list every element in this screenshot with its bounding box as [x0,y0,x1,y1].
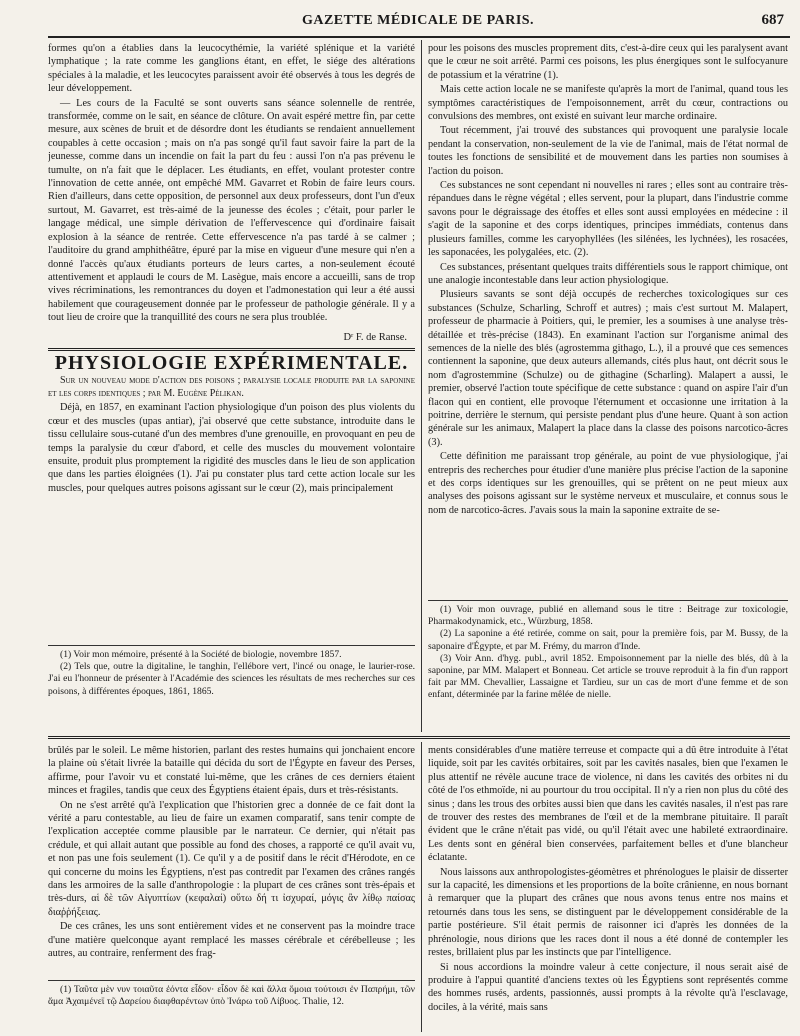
paragraph-analogie: Ces substances, présentant quelques traits différentiels sous le rapport chimique, ont une analogie incontestable dans leur action physiologique. [428,261,788,286]
page-number: 687 [761,12,784,28]
footnote-2: (2) La saponine a été retirée, comme on sait, pour la première fois, par M. Bussy, de la saponaire d'Égypte, et par M. Frémy, du marron d'Inde. [428,628,788,652]
paragraph-malapert: Plusieurs savants se sont déjà occupés de recherches toxicologiques sur ces substances (Schulze, Scharling, Schroff et autres) ; mais c'est surtout M. Malapert, professeur de pharmacie à Poitiers, qui, le premier, les a soumises à une analyse très-détaillée et très-précise (1843). En examinant l'action sur l'organisme animal des semences de la nielle des blés (agrostemma githago, L.), il a prouvé que ces semences contiennent la saponine, que deux auteurs allemands, cités plus haut, ont décrit sous le nom d'agrostemmine (Schulze) ou de githagine (Scharling). Malapert a aussi, le premier, observé l'action toute spécifique de cette substance : quand on aspire l'air d'un flacon qui en contient, elle provoque l'éternument et occasionne une irritation à la poitrine, derrière le sternum, qui persiste pendant plus d'une heure. Quant à son action générale sur les animaux, Malapert la place dans la classe des poisons narcotico-âcres (3). [428,289,788,448]
middle-double-rule [48,736,790,739]
paragraph-paralysie-locale: Tout récemment, j'ai trouvé des substances qui provoquent une paralysie locale pendant la conservation, non-seulement de la vie de l'animal, mais de l'état normal de toutes les fonctions de sensibilité et de mouvement dans les parties non soumises à l'action du poison. [428,125,788,177]
footnote-1: (1) Ταῦτα μὲν νυν τοιαῦτα ἐόντα εἶδον· εἶδον δὲ καὶ ἄλλα ὅμοια τούτοισι ἐν Παπρήμι, τῶν ἅμα Ἀχαιμένεϊ τῷ Δαρείου διαφθαρέντων ὑπὸ Ἰνάρω τοῦ Λίβυος. Thalie, 12. [48,984,415,1008]
lower-right-column [428,744,788,1032]
section-divider [48,348,415,351]
column-divider-upper [421,40,422,732]
upper-right-footnotes [428,604,788,732]
article-subtitle: Sur un nouveau mode d'action des poisons ; paralysie locale produite par la saponine et les corps identiques ; par M. Eugène Pélikan. [48,375,415,400]
author-signature: Dʳ F. de Ranse. [343,331,407,343]
paragraph-conjecture: Si nous accordions la moindre valeur à cette conjecture, il nous serait aisé de produire à l'appui quantité d'anciens textes où les Égyptiens sont représentés comme des hommes rusés, ardents, passionnés, aussi prompts à la révolte qu'à l'esclavage, dociles, à la vérité, mais sans [428,961,788,1013]
footnote-1: (1) Voir mon ouvrage, publié en allemand sous le titre : Beitrage zur toxicologie, Pharmakodynamick, etc., Würzburg, 1858. [428,604,788,628]
lower-left-column [48,744,415,976]
header-rule [48,36,790,38]
paragraph-anthropologistes: Nous laissons aux anthropologistes-géomètres et phrénologues le plaisir de disserter sur la capacité, les dimensions et les proportions de la boîte crânienne, en nous bornant à remarquer que la plupart des crânes que nous avons tenus entre nos mains et retournés dans tous les sens, se distinguent par le développement considérable de la partie postérieure. S'il était permis de raisonner ici d'après les données de la phrénologie, nous dirions que les races dont il nous a été donné de contempler les restes, brillaient plus par les instincts que par l'intelligence. [428,866,788,959]
paragraph-herodote: On ne s'est arrêté qu'à l'explication que l'historien grec a donnée de ce fait dont la vérité a paru contestable, au lieu de faire un examen comparatif, sans tenir compte de l'explication acceptée comme plausible par le narrateur. Ce dernier, qui n'était pas crédule, et qui allait autant que possible au fond des choses, a rapporté ce qu'il avait vu, et non pas une fois seulement (1). Ce qu'il y a de positif dans le récit d'Hérodote, en ce qui concerne du moins les Égyptiens, n'est pas contredit par l'examen des crânes rangés dans les armoires de la salle d'anthropologie : la plupart de ces crânes sont très-épais et très-durs, αἱ δὲ τῶν Αἰγυπτίων (κεφαλαί) οὕτω δή τι ἰσχυραί, μόγις ἂν λίθῳ παίσας διαῤῥήξειας. [48,799,415,918]
lower-left-footnotes [48,984,415,1032]
footnote-2: (2) Tels que, outre la digitaline, le tanghin, l'ellébore vert, l'incé ou onage, le laurier-rose. J'ai eu l'honneur de présenter à l'Académie des sciences les résultats de mes recherches sur ces poisons, à différentes époques, 1861, 1865. [48,661,415,697]
page-header [48,10,788,32]
paragraph-action-locale: Mais cette action locale ne se manifeste qu'après la mort de l'animal, quand tous les symptômes caractéristiques de l'empoisonnement, arrêt du cœur, contractions ou convulsions des membres, ont existé en suivant leur marche ordinaire. [428,84,788,123]
paragraph-saponine: Ces substances ne sont cependant ni nouvelles ni rares ; elles sont au contraire très-répandues dans le règne végétal ; elles servent, pour la plupart, dans l'industrie comme savons pour le dégraissage des étoffes et elles sont aussi employées en médecine : il s'agit de la saponine et des corps identiques, principes immédiats, contenus dans plusieurs familles, comme les caryophyllées (les silénées, les lychnées), les rosacées, les saponacées, les polygalées, etc. (2). [428,180,788,259]
upper-left-footnotes [48,649,415,731]
paragraph-cranes-vides: De ces crânes, les uns sont entièrement vides et ne conservent pas la moindre trace d'une matière quelconque ayant remplacé les masses cérébrale et cérébelleuse ; les autres, au contraire, renferment des frag- [48,921,415,960]
paragraph-faculte-cours: — Les cours de la Faculté se sont ouverts sans séance solennelle de rentrée, transformée, comme on le sait, en séance de clôture. On avait espéré mettre fin, par cette mesure, aux scènes de bruit et de désordre dont les étudiants se rendaient annuellement coupables à cette occasion ; mais on n'a pas songé qu'il faut savoir faire la part de la jeunesse, comme dans un incendie on fait la part du feu : aussi l'on n'a pas prévenu le tumulte, on n'a fait que le déplacer. Les étudiants, en effet, voulant protester contre l'innovation de cette année, ont empêché MM. Gavarret et Robin de faire leurs cours. Rien d'ailleurs, dans cette opposition, de personnel aux deux professeurs, dont l'un d'eux surtout, M. Gavarret, est très-aimé de la jeunesse des écoles ; c'était, pour parler le langage médical, une simple dérivation de l'effervescence qui d'ordinaire faisait explosion à la séance de rentrée. Cette effervescence n'a pas tardé à se calmer ; l'auditoire du grand amphithéâtre, épuré par la mise en vigueur d'une mesure qui n'en a donné l'accès qu'aux étudiants porteurs de leurs cartes, a non-seulement écouté attentivement et applaudi le cours de M. Lasègue, mais encore a accueilli, sans de trop vives récriminations, les remontrances du doyen et l'admonestation qui leur a été aussi habilement que courageusement donnée par le professeur de pathologie générale. Il y a tout lieu de croire que la tranquillité des cours ne sera plus troublée. [48,97,415,324]
footnote-rule-lower [48,980,415,981]
paragraph-poisons-muscles: pour les poisons des muscles proprement dits, c'est-à-dire ceux qui les paralysent avant que le cœur ne soit arrêté. Parmi ces poisons, les plus énergiques sont le sulfocyanure de potassium et la vératrine (1). [428,43,788,81]
footnote-3: (3) Voir Ann. d'hyg. publ., avril 1852. Empoisonnement par la nielle des blés, dû à la saponine, par MM. Malapert et Bonneau. Cet article se trouve reproduit à la fin d'un rapport fait par MM. Chevallier, Lassaigne et Tardieu, sur un cas de mort d'une femme et de son enfant, déterminée par la farine mêlée de nielle. [428,652,788,701]
paragraph-matiere-terreuse: ments considérables d'une matière terreuse et compacte qui a dû être introduite à l'état liquide, soit par les cavités orbitaires, soit par les cavités nasales, bien que l'examen le plus attentif ne révèle aucune trace de violence, ni dans les cavités des orbites ni du côté de l'os ethmoïde, ni au pourtour du trou occipital. Il n'y a rien non plus du côté des sinus ; dans les trous des orbites aussi bien que dans les cavités nasales, il n'est pas rare de trouver des restes des membranes de l'œil et de la membrane pituitaire. Il paraît évident que le crâne n'était pas vidé, ou qu'il l'était avec une habileté extraordinaire. Les dents sont en général bien conservées, parfaitement belles et d'une blancheur éclatante. [428,745,788,864]
paragraph-definition: Cette définition me paraissant trop générale, au point de vue physiologique, j'ai entrepris des recherches pour étudier d'une manière plus précise l'action de la saponine et des corps identiques sur les grenouilles, qui se prêtent on ne peut mieux aux analyses des poisons agissant sur le système nerveux et musculaire, et connus sous le nom de narcotico-âcres. J'avais sous la main la saponine extraite de se- [428,451,788,516]
footnote-1: (1) Voir mon mémoire, présenté à la Société de biologie, novembre 1857. [60,649,342,660]
column-divider-lower [421,742,422,1032]
footnote-rule-right [428,600,788,601]
paragraph-leucocythemie: formes qu'on a établies dans la leucocythémie, la variété splénique et la variété lymphatique ; la rate comme les ganglions étant, en effet, le siége des altérations spéciales à la maladie, et les leucocytes paraissent avoir été observés à tous les degrés de leur développement. [48,43,415,95]
paragraph-cranes-perses: brûlés par le soleil. Le même historien, parlant des restes humains qui jonchaient encore la plaine où s'était livrée la bataille qui décida du sort de l'Égypte en faveur des Perses, affirme, pour l'avoir vu et constaté lui-même, que les crânes de ces derniers étaient minces et fragiles, tandis que ceux des Égyptiens étaient épais, durs et très-résistants. [48,745,415,797]
section-title: PHYSIOLOGIE EXPÉRIMENTALE. [54,351,409,374]
paragraph-upas-antiar: Déjà, en 1857, en examinant l'action physiologique d'un poison des plus violents du cœur et des muscles (upas antiar), j'ai observé que cette substance, introduite dans le tissu cellulaire sous-cutané d'un des membres d'une grenouille, en provoquant en peu de temps la paralysie du cœur d'abord, et celle des muscles du mouvement volontaire ensuite, produit plus promptement la rigidité des muscles dans le lieu de son application que dans les parties éloignées (1). J'ai pu constater plus tard cette action locale sur les muscles, pour quelques autres poisons agissant sur le cœur (2), mais principalement [48,402,415,494]
upper-right-column [428,42,788,597]
footnote-rule-left [48,645,415,646]
journal-title: GAZETTE MÉDICALE DE PARIS. [301,13,535,28]
upper-left-column [48,42,415,642]
